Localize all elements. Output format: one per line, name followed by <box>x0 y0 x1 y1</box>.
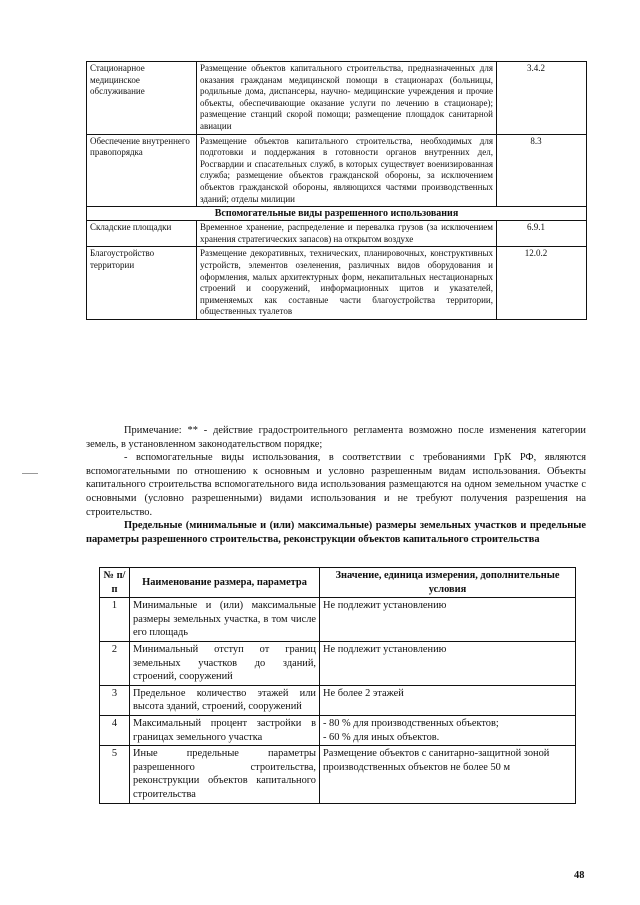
table-row <box>100 715 576 745</box>
use-description: Размещение декоративных, технических, планировочных, конструктивных устройств, элементов озеленения, различных видов оборудования и оформления, малых архитектурных форм, некапитальных нестационарных строений и сооружений, информационных щитов и указателей, применяемых как составные части благоустройства территории, общественных туалетов <box>197 247 497 320</box>
use-description: Размещение объектов капитального строительства, предназначенных для оказания гражданам медицинской помощи в стационарах (больницы, родильные дома, диспансеры, научно- медицинские учреждения и прочие объекты, обеспечивающие оказание услуги по лечению в стационаре); размещение станций скорой помощи; размещение площадок санитарной авиации <box>197 62 497 135</box>
use-code: 8.3 <box>497 134 587 207</box>
table-row <box>100 641 576 685</box>
column-header-name: Наименование размера, параметра <box>130 568 320 598</box>
row-number: 2 <box>100 641 130 685</box>
use-name: Благоустройство территории <box>87 247 197 320</box>
row-number: 3 <box>100 685 130 715</box>
use-code: 3.4.2 <box>497 62 587 135</box>
notes-block <box>86 424 586 546</box>
use-description: Размещение объектов капитального строительства, необходимых для подготовки и поддержания в готовности органов внутренних дел, Росгвардии и спасательных служб, в которых существует военизированная служба; размещение объектов гражданской обороны, за исключением объектов гражданской обороны, являющихся частями производственных зданий; отделы милиции <box>197 134 497 207</box>
column-header-number: № п/п <box>100 568 130 598</box>
table-row <box>87 221 587 247</box>
parameters-table <box>99 567 576 804</box>
page-number: 48 <box>574 870 585 881</box>
row-number: 1 <box>100 598 130 642</box>
use-description: Временное хранение, распределение и перевалка грузов (за исключением хранения стратегических запасов) на открытом воздухе <box>197 221 497 247</box>
permitted-uses-table <box>86 61 587 320</box>
parameter-value: Размещение объектов с санитарно-защитной зоной производственных объектов не более 50 м <box>320 746 576 803</box>
auxiliary-uses-note: - вспомогательные виды использования, в соответствии с требованиями ГрК РФ, являются вспомогательными по отношению к основным и условно разрешенным видам использования. Объекты капитального строительства вспомогательного вида использования размещаются на одном земельном участке с основными (условно разрешенными) видами использования и не требуют получения разрешения на строительство. <box>86 452 586 518</box>
use-code: 6.9.1 <box>497 221 587 247</box>
use-name: Стационарное медицинское обслуживание <box>87 62 197 135</box>
table-row <box>100 746 576 803</box>
parameter-value: Не подлежит установлению <box>320 598 576 642</box>
auxiliary-uses-heading: Вспомогательные виды разрешенного использования <box>87 207 587 221</box>
parameters-heading: Предельные (минимальные и (или) максимальные) размеры земельных участков и предельные параметры разрешенного строительства, реконструкции объектов капитального строительства <box>86 520 586 545</box>
use-name: Складские площадки <box>87 221 197 247</box>
parameter-value: Не подлежит установлению <box>320 641 576 685</box>
table-row <box>100 598 576 642</box>
parameter-name: Минимальные и (или) максимальные размеры земельных участка, в том числе его площадь <box>130 598 320 642</box>
table-row <box>100 685 576 715</box>
header-row <box>100 568 576 598</box>
regulation-note: Примечание: ** - действие градостроительного регламента возможно после изменения категории земель, в установленном законодательством порядке; <box>86 425 586 450</box>
value-line: - 80 % для производственных объектов; <box>323 717 499 729</box>
margin-mark <box>22 473 38 474</box>
parameter-name: Иные предельные параметры разрешенного строительства, реконструкции объектов капитального строительства <box>130 746 320 803</box>
parameter-value <box>320 715 576 745</box>
table-row <box>87 247 587 320</box>
column-header-value: Значение, единица измерения, дополнительные условия <box>320 568 576 598</box>
parameter-value: Не более 2 этажей <box>320 685 576 715</box>
use-code: 12.0.2 <box>497 247 587 320</box>
row-number: 5 <box>100 746 130 803</box>
value-line: - 60 % для иных объектов. <box>323 731 440 743</box>
parameter-name: Минимальный отступ от границ земельных участков до зданий, строений, сооружений <box>130 641 320 685</box>
use-name: Обеспечение внутреннего правопорядка <box>87 134 197 207</box>
row-number: 4 <box>100 715 130 745</box>
parameter-name: Максимальный процент застройки в границах земельного участка <box>130 715 320 745</box>
section-heading-row <box>87 207 587 221</box>
parameter-name: Предельное количество этажей или высота зданий, строений, сооружений <box>130 685 320 715</box>
table-row <box>87 134 587 207</box>
table-row <box>87 62 587 135</box>
